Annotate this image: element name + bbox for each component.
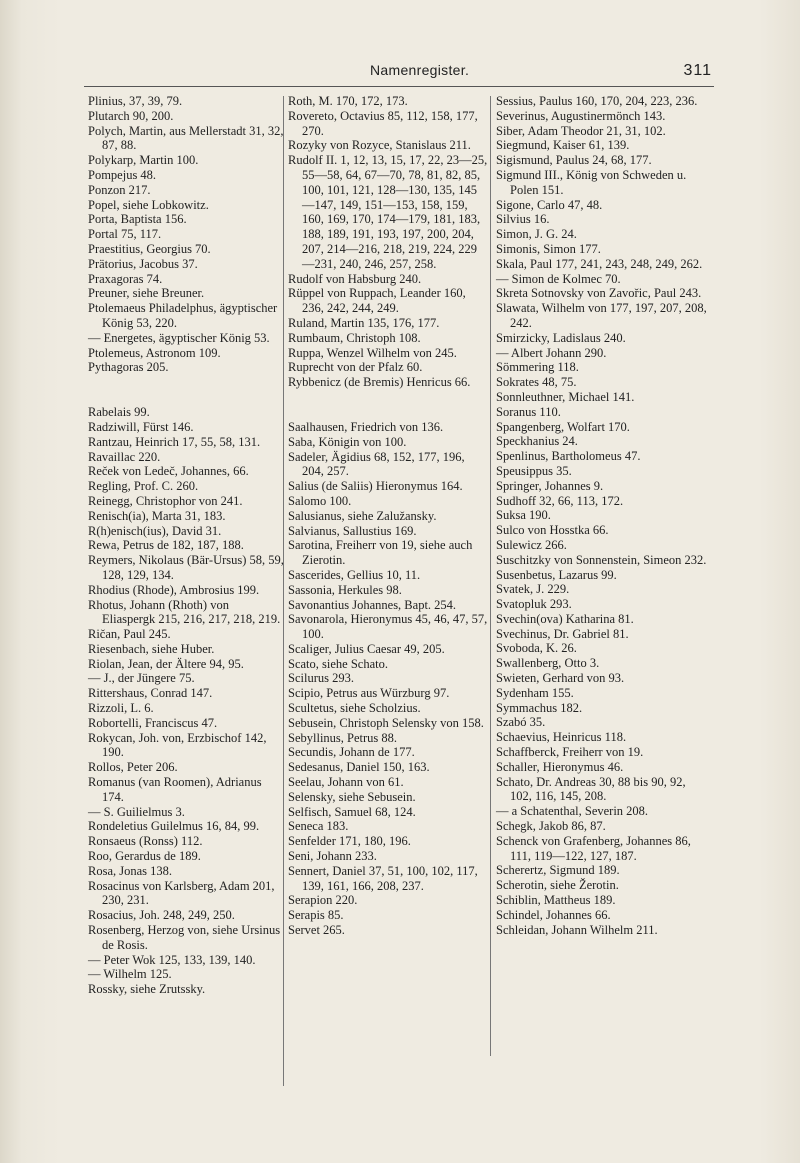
index-entry: Rabelais 99. xyxy=(88,405,150,420)
index-entry: Renisch(ia), Marta 31, 183. xyxy=(88,508,226,523)
index-entry: Salusianus, siehe Zalužansky. xyxy=(288,508,437,523)
index-entry: Suksa 190. xyxy=(496,508,551,523)
index-entry: Speusippus 35. xyxy=(496,463,572,478)
index-entry: Ponzon 217. xyxy=(88,182,151,197)
index-entry: Popel, siehe Lobkowitz. xyxy=(88,197,209,212)
index-entry: Rewa, Petrus de 182, 187, 188. xyxy=(88,538,244,553)
index-entry: Rosacinus von Karlsberg, Adam 201, 230, 231. xyxy=(88,878,275,908)
index-entry: Suschitzky von Sonnenstein, Simeon 232. xyxy=(496,552,707,567)
index-entry: — Albert Johann 290. xyxy=(496,345,607,360)
index-entry: Seneca 183. xyxy=(288,819,349,834)
index-entry: Preuner, siehe Breuner. xyxy=(88,286,205,301)
index-entry: Silvius 16. xyxy=(496,212,550,227)
index-entry: Sudhoff 32, 66, 113, 172. xyxy=(496,493,624,508)
index-entry: Svechinus, Dr. Gabriel 81. xyxy=(496,626,629,641)
index-entry: Rollos, Peter 206. xyxy=(88,760,178,775)
running-title: Namenregister. xyxy=(370,62,470,78)
index-entry: Reček von Ledeč, Johannes, 66. xyxy=(88,464,249,479)
index-entry: Romanus (van Roomen), Adrianus 174. xyxy=(88,775,262,804)
index-entry: Roo, Gerardus de 189. xyxy=(88,849,201,864)
index-entry: Senfelder 171, 180, 196. xyxy=(288,834,411,849)
index-entry: Ptolemaeus Philadelphus, ägyptischer König 53, 220. xyxy=(88,301,278,330)
index-entry: Portal 75, 117. xyxy=(88,227,162,242)
index-entry: Roth, M. 170, 172, 173. xyxy=(288,94,408,108)
index-entry: Rondeletius Guilelmus 16, 84, 99. xyxy=(88,819,260,834)
index-entry: Sascerides, Gellius 10, 11. xyxy=(288,567,421,582)
index-entry: Polych, Martin, aus Mellerstadt 31, 32, 87, 88. xyxy=(88,123,284,153)
index-entry: Rudolf von Habsburg 240. xyxy=(288,271,422,286)
index-entry: Scilurus 293. xyxy=(288,671,354,686)
index-entry: Regling, Prof. C. 260. xyxy=(88,479,199,494)
index-entry: Sigismund, Paulus 24, 68, 177. xyxy=(496,153,652,168)
index-entry: Sassonia, Herkules 98. xyxy=(288,582,402,597)
index-entry: Smirzicky, Ladislaus 240. xyxy=(496,330,626,345)
index-entry: Pompejus 48. xyxy=(88,167,157,182)
index-entry: — Peter Wok 125, 133, 139, 140. xyxy=(88,952,256,967)
index-entry: Sarotina, Freiherr von 19, siehe auch Zierotin. xyxy=(288,538,473,568)
index-entry: — Energetes, ägyptischer König 53. xyxy=(88,330,270,345)
index-entry: Salomo 100. xyxy=(288,493,352,508)
index-entry: Ruland, Martin 135, 176, 177. xyxy=(288,315,440,330)
index-entry: Simonis, Simon 177. xyxy=(496,241,601,256)
index-entry: Swieten, Gerhard von 93. xyxy=(496,671,625,686)
index-entry: Sebusein, Christoph Selensky von 158. xyxy=(288,715,484,730)
index-entry: Schato, Dr. Andreas 30, 88 bis 90, 92, 102, 116, 145, 208. xyxy=(496,774,686,804)
page-header xyxy=(84,56,714,87)
index-entry: Salius (de Saliis) Hieronymus 164. xyxy=(288,479,463,494)
index-entry: Svechin(ova) Katharina 81. xyxy=(496,611,634,626)
index-entry: Spenlinus, Bartholomeus 47. xyxy=(496,449,641,464)
index-entry: Secundis, Johann de 177. xyxy=(288,745,415,760)
index-entry: Ptolemeus, Astronom 109. xyxy=(88,345,221,360)
index-entry: Pythagoras 205. xyxy=(88,360,169,375)
index-entry: Serapis 85. xyxy=(288,908,344,923)
index-entry: Rhotus, Johann (Rhoth) von Eliaspergk 215, 216, 217, 218, 219. xyxy=(88,597,281,627)
index-entry: — Simon de Kolmec 70. xyxy=(496,271,621,286)
index-entry: Rosacius, Joh. 248, 249, 250. xyxy=(88,908,235,923)
index-entry: Sömmering 118. xyxy=(496,360,579,375)
index-entry: Sokrates 48, 75. xyxy=(496,375,577,390)
index-entry: Scherotin, siehe Žerotin. xyxy=(496,878,619,893)
index-entry: Scato, siehe Schato. xyxy=(288,656,388,671)
index-entry: Sedesanus, Daniel 150, 163. xyxy=(288,760,430,775)
index-entry: Scaliger, Julius Caesar 49, 205. xyxy=(288,641,445,656)
index-entry: Slawata, Wilhelm von 177, 197, 207, 208, 242. xyxy=(496,301,707,330)
index-entry: Selensky, siehe Sebusein. xyxy=(288,789,416,804)
index-entry: Sennert, Daniel 37, 51, 100, 102, 117, 139, 161, 166, 208, 237. xyxy=(288,863,478,893)
index-entry: Sigmund III., König von Schweden u. Polen 151. xyxy=(496,167,687,197)
index-entry: — S. Guilielmus 3. xyxy=(88,804,185,819)
index-column-3 xyxy=(496,94,710,937)
index-entry: Schegk, Jakob 86, 87. xyxy=(496,819,606,834)
index-entry: Rozyky von Rozyce, Stanislaus 211. xyxy=(288,138,471,153)
index-entry: Sessius, Paulus 160, 170, 204, 223, 236. xyxy=(496,94,698,108)
index-entry: Rantzau, Heinrich 17, 55, 58, 131. xyxy=(88,434,261,449)
index-entry: Scultetus, siehe Scholzius. xyxy=(288,701,421,716)
index-entry: Swallenberg, Otto 3. xyxy=(496,656,600,671)
column-divider-2 xyxy=(490,96,491,1056)
index-entry: Servet 265. xyxy=(288,923,345,938)
index-entry: Svatopluk 293. xyxy=(496,597,572,612)
index-entry: Porta, Baptista 156. xyxy=(88,212,187,227)
index-entry: Schaevius, Heinricus 118. xyxy=(496,730,627,745)
index-entry: Rokycan, Joh. von, Erzbischof 142, 190. xyxy=(88,730,267,760)
index-entry: Reinegg, Christophor von 241. xyxy=(88,493,243,508)
index-entry: Serapion 220. xyxy=(288,893,358,908)
index-entry: Severinus, Augustinermönch 143. xyxy=(496,108,666,123)
index-entry: Robortelli, Franciscus 47. xyxy=(88,715,218,730)
index-entry: Soranus 110. xyxy=(496,404,561,419)
index-entry: Rovereto, Octavius 85, 112, 158, 177, 270. xyxy=(288,108,478,138)
index-entry: — Wilhelm 125. xyxy=(88,967,172,982)
index-entry: Praxagoras 74. xyxy=(88,271,163,286)
index-entry: Rosa, Jonas 138. xyxy=(88,863,173,878)
index-entry: Savonarola, Hieronymus 45, 46, 47, 57, 100. xyxy=(288,612,488,642)
index-entry: Rhodius (Rhode), Ambrosius 199. xyxy=(88,582,260,597)
index-entry: Skreta Sotnovsky von Zavořic, Paul 243. xyxy=(496,286,702,301)
index-entry: Rosenberg, Herzog von, siehe Ursinus de Rosis. xyxy=(88,923,281,952)
index-entry: Rizzoli, L. 6. xyxy=(88,701,154,716)
index-entry: Ruprecht von der Pfalz 60. xyxy=(288,360,423,375)
index-entry: Spangenberg, Wolfart 170. xyxy=(496,419,630,434)
index-entry: Schaller, Hieronymus 46. xyxy=(496,759,624,774)
index-entry: Siber, Adam Theodor 21, 31, 102. xyxy=(496,123,666,138)
index-entry: Sigone, Carlo 47, 48. xyxy=(496,197,603,212)
index-entry: Radziwill, Fürst 146. xyxy=(88,419,194,434)
index-column-2 xyxy=(288,94,488,938)
index-entry: — J., der Jüngere 75. xyxy=(88,671,195,686)
index-entry: — a Schatenthal, Severin 208. xyxy=(496,804,649,819)
index-entry: Schiblin, Mattheus 189. xyxy=(496,893,616,908)
index-entry: Schaffberck, Freiherr von 19. xyxy=(496,745,644,760)
index-entry: Praestitius, Georgius 70. xyxy=(88,241,211,256)
index-entry: Riesenbach, siehe Huber. xyxy=(88,641,215,656)
index-entry: Szabó 35. xyxy=(496,715,546,730)
index-entry: R(h)enisch(ius), David 31. xyxy=(88,523,222,538)
index-entry: Polykarp, Martin 100. xyxy=(88,153,199,168)
index-entry: Saba, Königin von 100. xyxy=(288,434,407,449)
index-entry: Plinius, 37, 39, 79. xyxy=(88,94,183,108)
index-entry: Rudolf II. 1, 12, 13, 15, 17, 22, 23—25, 55—58, 64, 67—70, 78, 81, 82, 85, 100, 101, 121, 128—130, 135, 145—147, 149, 151—153, 158, 159, 160, 169, 170, 174—179, 181, 183, 188, 189, 191, 193, 197, 200, 204, 207, 214—216, 218, 219, 224, 229—231, 240, 246, 257, 258. xyxy=(288,153,488,271)
index-entry: Rittershaus, Conrad 147. xyxy=(88,686,213,701)
index-entry: Svatek, J. 229. xyxy=(496,582,570,597)
index-entry: Prätorius, Jacobus 37. xyxy=(88,256,198,271)
index-entry: Salvianus, Sallustius 169. xyxy=(288,523,417,538)
index-entry: Susenbetus, Lazarus 99. xyxy=(496,567,617,582)
index-entry: Sydenham 155. xyxy=(496,685,574,700)
index-entry: Siegmund, Kaiser 61, 139. xyxy=(496,138,630,153)
page-number: 311 xyxy=(683,62,712,79)
index-entry: Plutarch 90, 200. xyxy=(88,108,174,123)
index-entry: Svoboda, K. 26. xyxy=(496,641,577,656)
index-entry: Riolan, Jean, der Ältere 94, 95. xyxy=(88,656,244,671)
index-entry: Seelau, Johann von 61. xyxy=(288,775,404,790)
index-entry: Rüppel von Ruppach, Leander 160, 236, 242, 244, 249. xyxy=(288,286,466,316)
index-entry: Rossky, siehe Zrutssky. xyxy=(88,982,206,997)
index-entry: Skala, Paul 177, 241, 243, 248, 249, 262. xyxy=(496,256,703,271)
index-entry: Saalhausen, Friedrich von 136. xyxy=(288,419,444,434)
index-entry: Schindel, Johannes 66. xyxy=(496,907,611,922)
index-entry: Speckhanius 24. xyxy=(496,434,578,449)
index-entry: Ravaillac 220. xyxy=(88,449,161,464)
index-entry: Sulco von Hosstka 66. xyxy=(496,523,609,538)
index-entry: Selfisch, Samuel 68, 124. xyxy=(288,804,416,819)
index-entry: Rumbaum, Christoph 108. xyxy=(288,330,421,345)
index-entry: Scherertz, Sigmund 189. xyxy=(496,863,620,878)
index-column-1 xyxy=(88,94,284,997)
index-entry: Sadeler, Ägidius 68, 152, 177, 196, 204, 257. xyxy=(288,449,465,479)
index-entry: Seni, Johann 233. xyxy=(288,849,377,864)
index-entry: Scipio, Petrus aus Würzburg 97. xyxy=(288,686,450,701)
index-entry: Ruppa, Wenzel Wilhelm von 245. xyxy=(288,345,457,360)
index-entry: Reymers, Nikolaus (Bär-Ursus) 58, 59, 128, 129, 134. xyxy=(88,553,284,582)
index-entry: Simon, J. G. 24. xyxy=(496,227,577,242)
index-entry: Schleidan, Johann Wilhelm 211. xyxy=(496,922,658,937)
index-entry: Springer, Johannes 9. xyxy=(496,478,604,493)
index-entry: Ričan, Paul 245. xyxy=(88,627,171,642)
letter-group-gap xyxy=(288,390,488,420)
index-entry: Ronsaeus (Ronss) 112. xyxy=(88,834,203,849)
index-entry: Sulewicz 266. xyxy=(496,537,567,552)
index-entry: Symmachus 182. xyxy=(496,700,583,715)
index-entry: Sebyllinus, Petrus 88. xyxy=(288,730,398,745)
letter-group-gap xyxy=(88,375,284,405)
index-entry: Sonnleuthner, Michael 141. xyxy=(496,389,635,404)
index-entry: Savonantius Johannes, Bapt. 254. xyxy=(288,597,457,612)
index-entry: Rybbenicz (de Bremis) Henricus 66. xyxy=(288,375,471,390)
index-entry: Schenck von Grafenberg, Johannes 86, 111, 119—122, 127, 187. xyxy=(496,833,691,863)
